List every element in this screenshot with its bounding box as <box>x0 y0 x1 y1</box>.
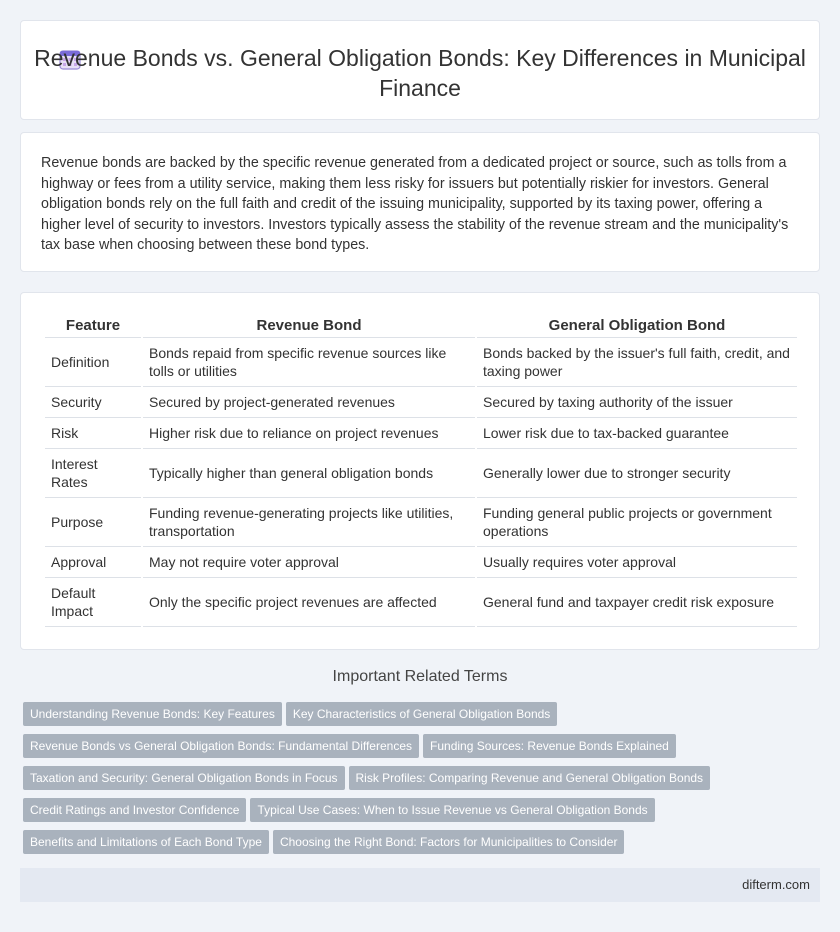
related-term-tag[interactable]: Funding Sources: Revenue Bonds Explained <box>423 734 676 758</box>
feature-cell: Default Impact <box>45 578 141 627</box>
revenue-cell: Typically higher than general obligation bonds <box>143 449 475 498</box>
related-terms-title: Important Related Terms <box>332 668 508 685</box>
feature-cell: Security <box>45 387 141 418</box>
header-card <box>20 20 820 120</box>
intro-card <box>20 132 820 272</box>
revenue-cell: Funding revenue-generating projects like utilities, transportation <box>143 498 475 547</box>
related-terms-tags <box>23 702 823 862</box>
go-cell: Generally lower due to stronger security <box>477 449 797 498</box>
go-cell: Lower risk due to tax-backed guarantee <box>477 418 797 449</box>
table-row <box>45 578 797 627</box>
related-term-tag[interactable]: Understanding Revenue Bonds: Key Features <box>23 702 282 726</box>
page-title: Revenue Bonds vs. General Obligation Bonds: Key Differences in Municipal Finance <box>34 45 806 101</box>
table-row <box>45 387 797 418</box>
feature-cell: Purpose <box>45 498 141 547</box>
go-cell: General fund and taxpayer credit risk exposure <box>477 578 797 627</box>
related-term-tag[interactable]: Taxation and Security: General Obligation Bonds in Focus <box>23 766 345 790</box>
related-term-tag[interactable]: Key Characteristics of General Obligation Bonds <box>286 702 557 726</box>
table-header-row <box>45 313 797 338</box>
related-term-tag[interactable]: Benefits and Limitations of Each Bond Type <box>23 830 269 854</box>
go-cell: Funding general public projects or government operations <box>477 498 797 547</box>
footer-site-link[interactable]: difterm.com <box>742 877 810 892</box>
header-revenue-bond: Revenue Bond <box>143 313 475 338</box>
revenue-cell: Secured by project-generated revenues <box>143 387 475 418</box>
related-term-tag[interactable]: Typical Use Cases: When to Issue Revenue vs General Obligation Bonds <box>250 798 654 822</box>
related-term-tag[interactable]: Risk Profiles: Comparing Revenue and General Obligation Bonds <box>349 766 711 790</box>
feature-cell: Approval <box>45 547 141 578</box>
table-row <box>45 547 797 578</box>
footer <box>20 868 820 902</box>
comparison-table-card <box>20 292 820 650</box>
table-row <box>45 418 797 449</box>
header-feature: Feature <box>45 313 141 338</box>
feature-cell: Risk <box>45 418 141 449</box>
revenue-cell: Only the specific project revenues are affected <box>143 578 475 627</box>
go-cell: Secured by taxing authority of the issuer <box>477 387 797 418</box>
related-term-tag[interactable]: Choosing the Right Bond: Factors for Municipalities to Consider <box>273 830 625 854</box>
table-row <box>45 498 797 547</box>
revenue-cell: Higher risk due to reliance on project revenues <box>143 418 475 449</box>
table-row <box>45 338 797 387</box>
revenue-cell: May not require voter approval <box>143 547 475 578</box>
header-general-obligation-bond: General Obligation Bond <box>477 313 797 338</box>
intro-text: Revenue bonds are backed by the specific revenue generated from a dedicated project or source, such as tolls from a highway or fees from a utility service, making them less risky for issuers but potentially riskier for investors. General obligation bonds rely on the full faith and credit of the issuing municipality, supported by its taxing power, offering a higher level of security to investors. Investors typically assess the stability of the revenue stream and the municipality's tax base when choosing between these bond types. <box>41 155 789 253</box>
related-term-tag[interactable]: Credit Ratings and Investor Confidence <box>23 798 246 822</box>
go-cell: Usually requires voter approval <box>477 547 797 578</box>
feature-cell: Definition <box>45 338 141 387</box>
comparison-table <box>43 313 799 627</box>
revenue-cell: Bonds repaid from specific revenue sources like tolls or utilities <box>143 338 475 387</box>
feature-cell: Interest Rates <box>45 449 141 498</box>
related-term-tag[interactable]: Revenue Bonds vs General Obligation Bonds: Fundamental Differences <box>23 734 419 758</box>
table-row <box>45 449 797 498</box>
go-cell: Bonds backed by the issuer's full faith, credit, and taxing power <box>477 338 797 387</box>
